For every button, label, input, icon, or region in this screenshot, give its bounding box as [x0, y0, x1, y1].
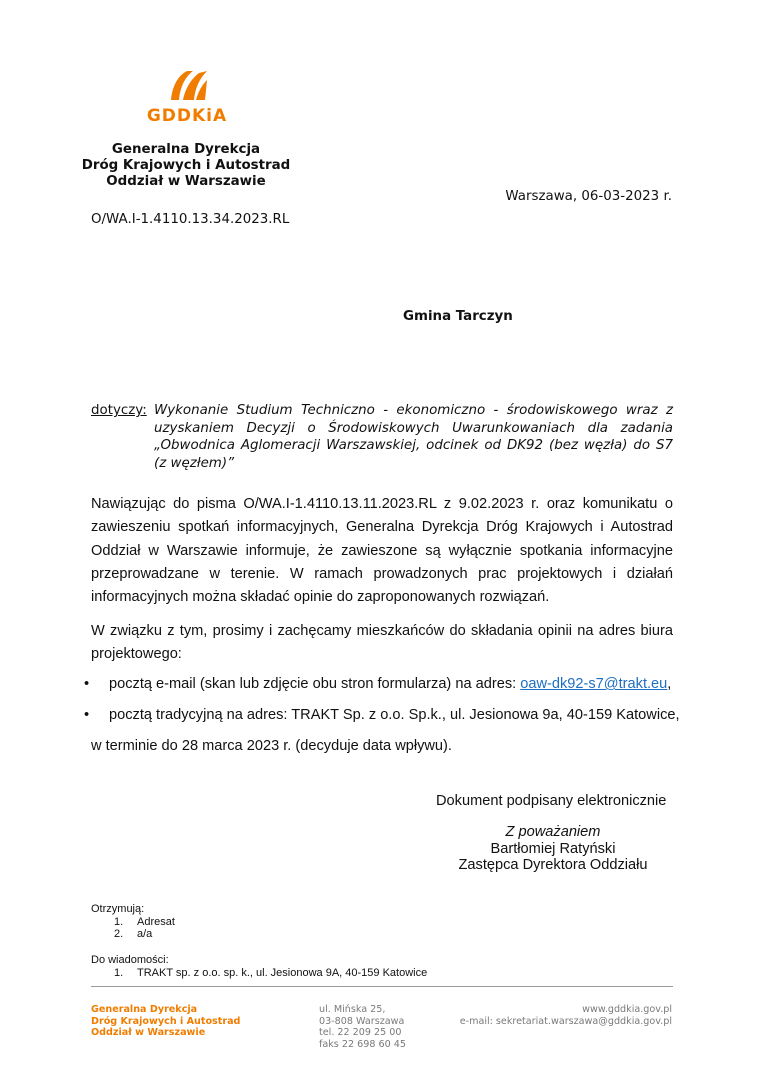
- footer-org-line: Oddział w Warszawie: [91, 1027, 206, 1039]
- list-number: 2.: [114, 928, 124, 940]
- list-item: [91, 916, 175, 929]
- org-line: Oddział w Warszawie: [106, 174, 266, 189]
- list-item-text: a/a: [137, 928, 153, 940]
- email-bullet-text: pocztą e-mail (skan lub zdjęcie obu stron formularza) na adres:: [109, 676, 521, 692]
- logo-wordmark: GDDKiA: [146, 106, 228, 126]
- recipient: Gmina Tarczyn: [403, 309, 513, 324]
- email-link[interactable]: oaw-dk92-s7@trakt.eu: [520, 676, 668, 692]
- footer-address-line: 03-808 Warszawa: [319, 1015, 405, 1027]
- footer-email[interactable]: e-mail: sekretariat.warszawa@gddkia.gov.pl: [459, 1015, 672, 1027]
- footer-address-line: ul. Mińska 25,: [319, 1004, 386, 1015]
- body-paragraph-2: W związku z tym, prosimy i zachęcamy mieszkańców do składania opinii na adres biura projektowego:: [91, 623, 673, 662]
- email-bullet-suffix: ,: [667, 676, 672, 692]
- footer-website[interactable]: www.gddkia.gov.pl: [582, 1004, 672, 1015]
- footer-org-line: Generalna Dyrekcja: [91, 1004, 198, 1015]
- signatory-position: Zastępca Dyrektora Oddziału: [458, 857, 648, 873]
- bullet-icon: •: [84, 707, 90, 723]
- list-item-text: Adresat: [137, 915, 175, 928]
- list-item: [91, 928, 175, 941]
- reference-number: O/WA.I-1.4110.13.34.2023.RL: [91, 212, 290, 227]
- signed-note: Dokument podpisany elektronicznie: [436, 793, 667, 809]
- footer-org: [91, 1004, 240, 1039]
- list-item: [91, 967, 427, 980]
- list-item-text: TRAKT sp. z o.o. sp. k., ul. Jesionowa 9A, 40-159 Katowice: [137, 966, 428, 979]
- cc-label: Do wiadomości:: [91, 954, 169, 966]
- list-number: 1.: [114, 915, 124, 928]
- footer-contact: [460, 1004, 672, 1027]
- footer-address-line: faks 22 698 60 45: [319, 1038, 406, 1050]
- letter-date: Warszawa, 06-03-2023 r.: [505, 189, 672, 204]
- post-bullet-text: pocztą tradycyjną na adres: TRAKT Sp. z o.o. Sp.k., ul. Jesionowa 9a, 40-159 Katowice,: [109, 707, 680, 723]
- regards: Z poważaniem: [505, 824, 601, 840]
- deadline-text: w terminie do 28 marca 2023 r. (decyduje data wpływu).: [91, 738, 452, 754]
- recipients-label: Otrzymują:: [91, 903, 145, 915]
- footer-divider: [91, 986, 673, 987]
- subject-block: [91, 402, 673, 472]
- recipients-list: [91, 903, 175, 941]
- subject-text: Wykonanie Studium Techniczno - ekonomiczno - środowiskowego wraz z uzyskaniem Decyzji o Środowiskowych Uwarunkowaniach dla zadania „Obwodnica Aglomeracji Warszawskiej, odcinek od DK92 (bez węzła) do S7 (z węzłem)”: [154, 403, 673, 471]
- footer-org-line: Dróg Krajowych i Autostrad: [91, 1015, 241, 1027]
- subject-label: dotyczy:: [91, 403, 147, 418]
- org-name: [60, 142, 312, 190]
- list-number: 1.: [114, 966, 124, 979]
- body-paragraph-1: Nawiązując do pisma O/WA.I-1.4110.13.11.2023.RL z 9.02.2023 r. oraz komunikatu o zawieszeniu spotkań informacyjnych, Generalna Dyrekcja Dróg Krajowych i Autostrad Oddział w Warszawie informuje, że zawieszone są wyłącznie spotkania informacyjne przeprowadzane w terenie. W ramach prowadzonych prac projektowych i działań informacyjnych można składać opinie do zaproponowanych rozwiązań.: [91, 496, 673, 606]
- signatory-name: Bartłomiej Ratyński: [490, 840, 616, 857]
- cc-list: [91, 954, 427, 979]
- org-line: Generalna Dyrekcja: [111, 142, 261, 157]
- road-logo-icon: [141, 68, 233, 108]
- bullet-icon: •: [84, 676, 90, 692]
- gddkia-logo: [141, 68, 233, 128]
- org-line: Dróg Krajowych i Autostrad: [81, 158, 291, 173]
- footer-address: [319, 1004, 406, 1050]
- signature-block: [430, 824, 676, 874]
- list-item-text: [109, 676, 671, 692]
- footer-address-line: tel. 22 209 25 00: [319, 1027, 402, 1039]
